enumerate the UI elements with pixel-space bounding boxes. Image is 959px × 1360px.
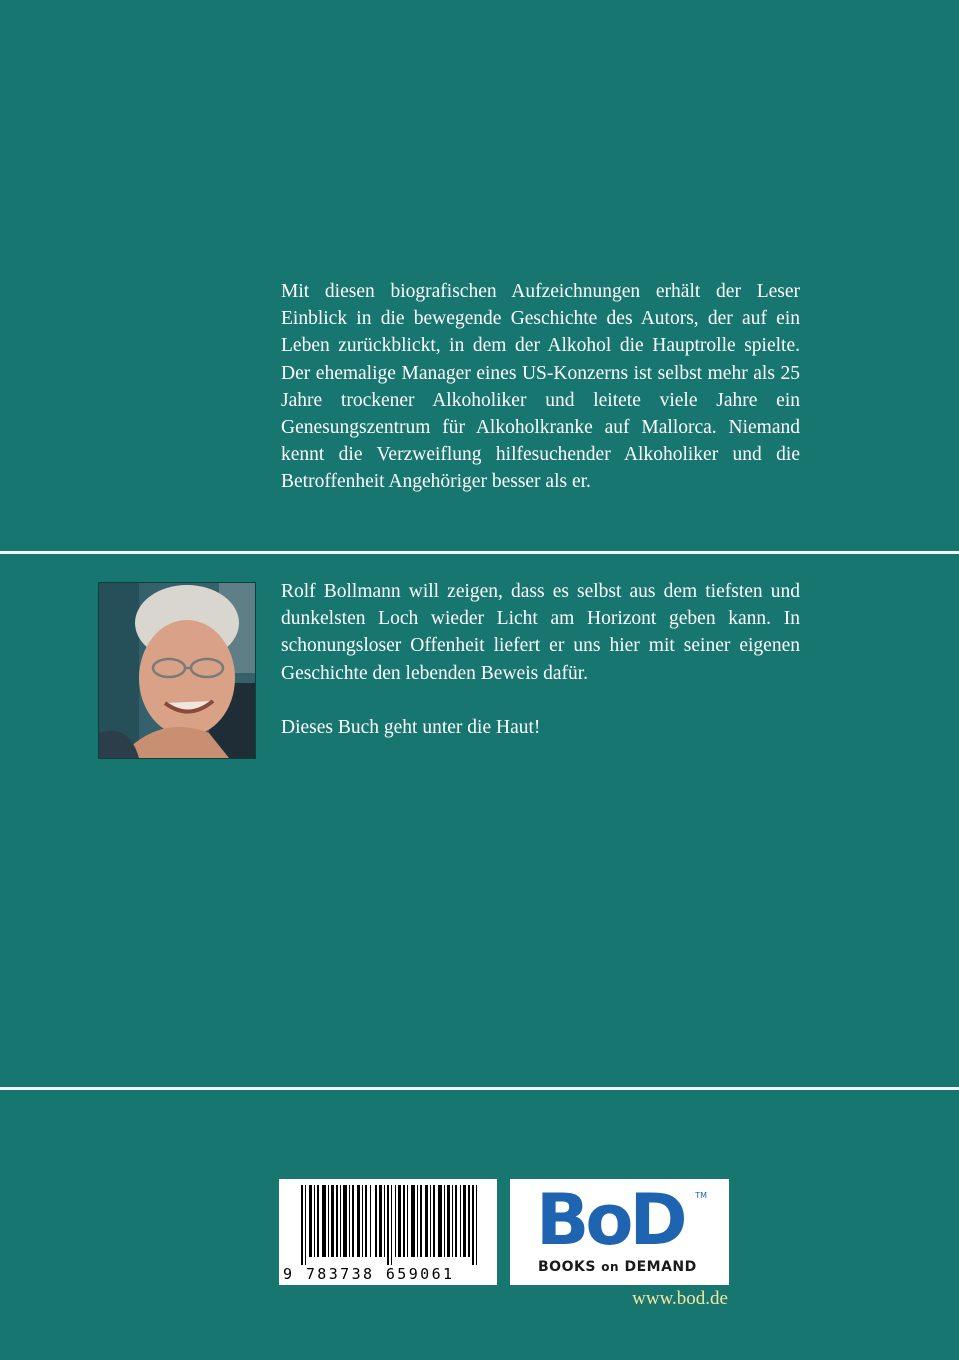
isbn-barcode [279,1179,497,1285]
back-cover-blurb: Mit diesen biografischen Aufzeichnungen erhält der Leser Einblick in die bewegende Geschichte des Autors, der auf ein Leben zurückblickt, in dem der Alkohol die Hauptrolle spielte. Der ehemalige Manager eines US-Konzerns ist selbst mehr als 25 Jahre trockener Alkoholiker und leitete viele Jahre ein Genesungszentrum für Alkoholkranke auf Mallorca. Niemand kennt die Verzweiflung hilfesuchender Alkoholiker und die Betroffenheit Angehöriger besser als er. [281,281,800,493]
publisher-name-demand: DEMAND [624,1259,697,1275]
author-description: Rolf Bollmann will zeigen, dass es selbst aus dem tiefsten und dunkelsten Loch wieder Licht am Horizont geben kann. In schonungsloser Offenheit liefert er uns hier mit seiner eigenen Geschichte den lebenden Beweis dafür. [281,581,800,684]
publisher-name [538,1259,697,1275]
publisher-logo [510,1179,729,1285]
barcode-bars-icon [279,1179,497,1265]
bod-logo-icon: BoD [536,1179,684,1261]
publisher-website[interactable]: www.bod.de [632,1288,728,1309]
publisher-name-on: on [601,1260,620,1274]
tagline: Dieses Buch geht unter die Haut! [281,717,541,738]
trademark-mark: TM [695,1191,707,1200]
divider-top [0,551,959,554]
divider-bottom [0,1087,959,1090]
isbn-number: 9 783738 659061 [283,1265,455,1283]
author-photo [98,582,256,759]
publisher-name-books: BOOKS [538,1259,596,1275]
